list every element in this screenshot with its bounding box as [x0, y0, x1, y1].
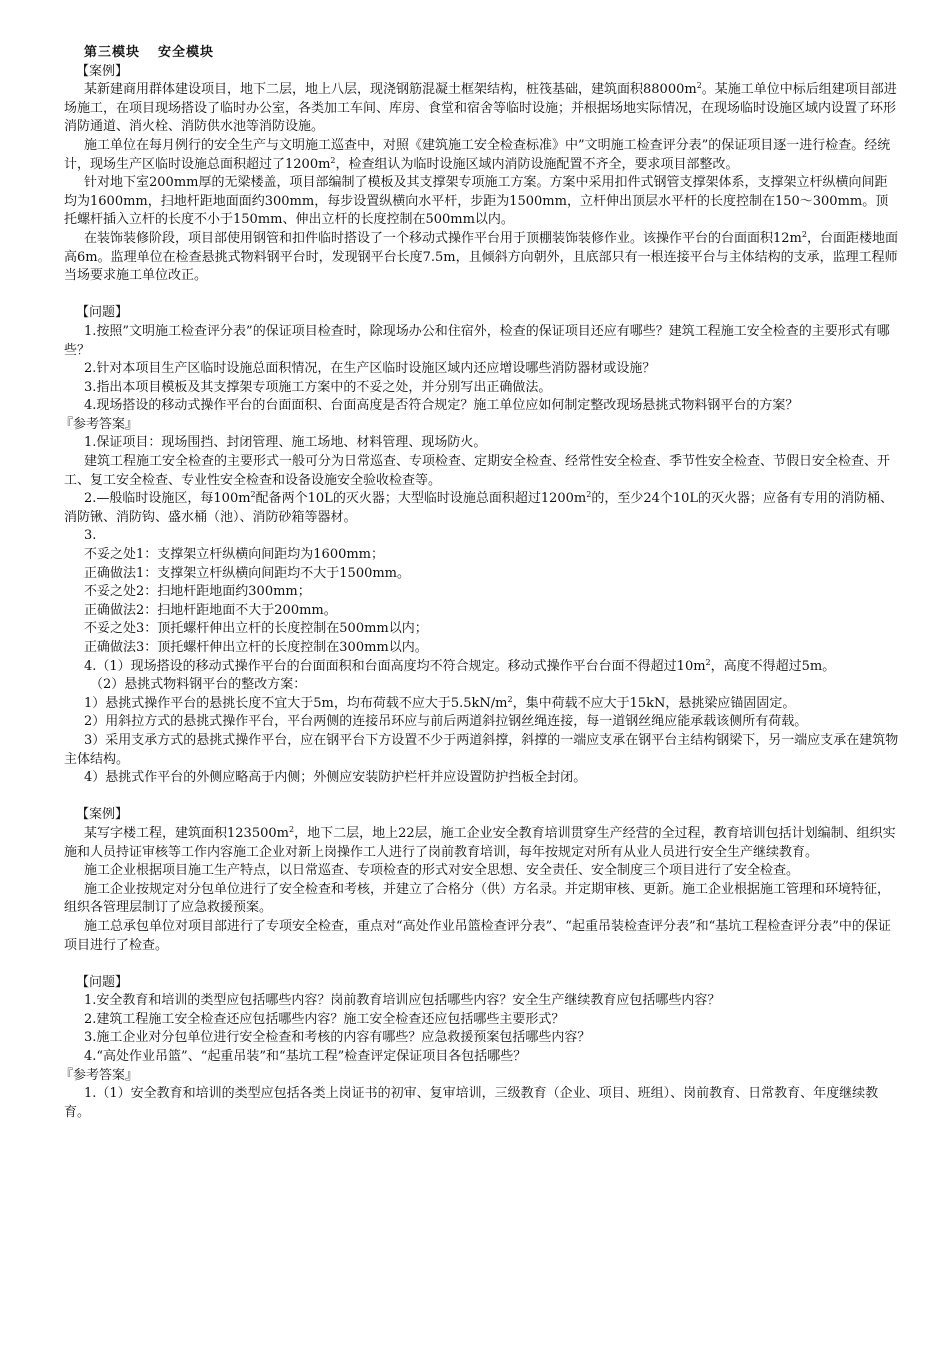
paragraph — [64, 81, 900, 137]
paragraph — [64, 862, 900, 881]
question-item: 2.建筑工程施工安全检查还应包括哪些内容？施工安全检查还应包括哪些主要形式？ — [84, 1011, 565, 1027]
answer-header-2: 『参考答案』 — [60, 1067, 139, 1083]
question-list-1 — [64, 323, 900, 416]
paragraph — [64, 620, 900, 639]
text-run: ，集中荷载不应大于15kN，悬挑梁应锚固固定。 — [512, 695, 796, 711]
superscript: 2 — [696, 81, 702, 91]
text-run: 的，至少24个10L的灭火器；应备有专用的消防桶、消防锹、消防钩、盛水桶（池）、消防砂箱等器材。 — [64, 491, 894, 525]
question-item: 1.安全教育和培训的类型应包括哪些内容？岗前教育培训应包括哪些内容？安全生产继续教育应包括哪些内容？ — [84, 993, 721, 1009]
paragraph — [64, 565, 900, 584]
text-run: ，检查组认为临时设施区域内消防设施配置不齐全，要求项目部整改。 — [335, 156, 739, 172]
question-header-2: 【问题】 — [76, 974, 129, 990]
text-run: 建筑工程施工安全检查的主要形式一般可分为日常巡查、专项检查、定期安全检查、经常性安全检查、季节性安全检查、节假日安全检查、开工、复工安全检查、专业性安全检查和设备设施安全验收检查等。 — [64, 454, 891, 488]
paragraph — [64, 1085, 900, 1122]
question-header-1: 【问题】 — [76, 305, 129, 321]
text-run: 施工总承包单位对项目部进行了专项安全检查，重点对“高处作业吊篮检查评分表”、“起重吊装检查评分表”和“基坑工程检查评分表”中的保证项目进行了检查。 — [64, 918, 891, 953]
paragraph — [64, 546, 900, 565]
answer-header-1: 『参考答案』 — [60, 416, 139, 432]
paragraph — [64, 713, 900, 732]
text-run: 1.（1）安全教育和培训的类型应包括各类上岗证书的初审、复审培训，三级教育（企业、项目、班组）、岗前教育、日常教育、年度继续教育。 — [64, 1086, 879, 1120]
superscript: 2 — [507, 694, 513, 704]
question-item: 4.现场搭设的移动式操作平台的台面面积、台面高度是否符合规定？施工单位应如何制定整改现场悬挑式物料钢平台的方案？ — [84, 398, 799, 414]
text-run: 在装饰装修阶段，项目部使用钢管和扣件临时搭设了一个移动式操作平台用于顶棚装饰装修作业。该操作平台的台面面积12m — [84, 230, 802, 246]
text-run: 不妥之处2：扫地杆距地面约300mm； — [84, 584, 311, 600]
text-run: 正确做法2：扫地杆距地面不大于200mm。 — [84, 602, 337, 618]
paragraph — [64, 137, 900, 174]
superscript: 2 — [705, 657, 711, 667]
paragraph — [64, 602, 900, 621]
question-list-2 — [64, 992, 900, 1066]
text-run: 某新建商用群体建设项目，地下二层，地上八层，现浇钢筋混凝土框架结构，桩筏基础，建筑面积88000m — [84, 82, 697, 98]
text-run: 正确做法3：顶托螺杆伸出立杆的长度控制在300mm以内。 — [84, 640, 428, 655]
case-body-1 — [64, 81, 900, 286]
text-run: 针对地下室200mm厚的无梁楼盖，项目部编制了模板及其支撑架专项施工方案。方案中采用扣件式钢管支撑架体系，支撑架立杆纵横向间距均为1600mm，扫地杆距地面面约300mm，每步设置纵横向水平杆，步距为1500mm，立杆伸出顶层水平杆的长度控制在150～300mm。顶托螺杆插入立杆的长度不小于150mm、伸出立杆的长度控制在500mm以内。 — [64, 175, 889, 228]
superscript: 2 — [586, 490, 592, 500]
text-run: 。某施工单位中标后组建项目部进场施工，在项目现场搭设了临时办公室，各类加工车间、库房、食堂和宿舍等临时设施；并根据场地实际情况，在现场临时设施区域内设置了环形消防通道、消火栓、消防供水池等消防设施。 — [64, 82, 897, 135]
paragraph — [64, 658, 900, 677]
paragraph — [64, 918, 900, 955]
superscript: 2 — [288, 824, 295, 834]
text-run: 施工单位在每月例行的安全生产与文明施工巡查中，对照《建筑施工安全检查标准》中”文明施工检查评分表”的保证项目逐一进行检查。经统计，现场生产区临时设施总面积超过了1200m — [64, 137, 891, 172]
case-header-1: 【案例】 — [76, 63, 129, 79]
answer-body-2 — [64, 1085, 900, 1122]
text-run: 正确做法1：支撑架立杆纵横向间距均不大于1500mm。 — [84, 565, 411, 581]
text-run: ，台面距楼地面高6m。监理单位在检查悬挑式物料钢平台时，发现钢平台长度7.5m，且倾斜方向朝外，且底部只有一根连接平台与主体结构的支承，监理工程师当场要求施工单位改正。 — [64, 230, 898, 284]
text-run: 2.—般临时设施区，每100m — [84, 491, 251, 507]
text-run: 不妥之处1：支撑架立杆纵横向间距均为1600mm； — [84, 547, 385, 563]
text-run: 3）采用支承方式的悬挑式操作平台，应在钢平台下方设置不少于两道斜撑，斜撑的一端应支承在钢平台主结构钢梁下，另一端应支承在建筑物主体结构。 — [64, 732, 899, 767]
text-run: 3. — [84, 528, 97, 544]
paragraph — [64, 174, 900, 230]
paragraph — [64, 490, 900, 527]
paragraph — [64, 453, 900, 490]
paragraph — [64, 881, 900, 918]
answer-body-1 — [64, 434, 900, 676]
paragraph — [64, 825, 900, 862]
text-run: ，高度不得超过5m。 — [710, 658, 836, 674]
text-run: 施工企业根据项目施工生产特点，以日常巡查、专项检查的形式对安全思想、安全责任、安全制度三个项目进行了安全检查。 — [84, 863, 800, 879]
paragraph — [64, 527, 900, 546]
text-run: 4）悬挑式作平台的外侧应略高于内侧；外侧应安装防护栏杆并应设置防护挡板全封闭。 — [84, 770, 587, 786]
text-run: 某写字楼工程，建筑面积123500m — [84, 825, 289, 841]
paragraph — [64, 583, 900, 602]
paragraph — [64, 230, 900, 286]
paragraph — [64, 695, 900, 714]
case-header-2: 【案例】 — [76, 807, 129, 823]
answer-items-1 — [64, 695, 900, 788]
question-item: 3.施工企业对分包单位进行安全检查和考核的内容有哪些？应急救援预案包括哪些内容？ — [84, 1030, 591, 1046]
text-run: 4.（1）现场搭设的移动式操作平台的台面面积和台面高度均不符合规定。移动式操作平台台面不得超过10m — [84, 658, 706, 674]
text-run: 1.保证项目：现场围挡、封闭管理、施工场地、材料管理、现场防火。 — [84, 435, 487, 451]
paragraph — [64, 769, 900, 788]
module-title-part-1: 第三模块 — [84, 45, 141, 60]
question-item: 2.针对本项目生产区临时设施总面积情况，在生产区临时设施区域内还应增设哪些消防器材或设施？ — [84, 361, 656, 377]
text-run: 不妥之处3：顶托螺杆伸出立杆的长度控制在500mm以内； — [84, 621, 428, 637]
text-run: 2）用斜拉方式的悬挑式操作平台，平台两侧的连接吊环应与前后两道斜拉钢丝绳连接，每一道钢丝绳应能承载该侧所有荷载。 — [84, 714, 808, 730]
question-item: 3.指出本项目模板及其支撑架专项施工方案中的不妥之处，并分别写出正确做法。 — [84, 379, 552, 395]
question-item: 4.“高处作业吊篮”、“起重吊装”和“基坑工程”检查评定保证项目各包括哪些？ — [84, 1049, 527, 1065]
superscript: 2 — [801, 229, 807, 239]
text-run: 1）悬挑式操作平台的悬挑长度不宜大于5m，均布荷载不应大于5.5kN/m — [84, 695, 508, 711]
text-run: 配备两个10L的灭火器；大型临时设施总面积超过1200m — [255, 491, 587, 507]
text-run: 施工企业按规定对分包单位进行了安全检查和考核，并建立了合格分（供）方名录。并定期审核、更新。施工企业根据施工管理和环境特征，组织各管理层制订了应急救援预案。 — [64, 881, 891, 916]
text-run: ，地下二层，地上22层，施工企业安全教育培训贯穿生产经营的全过程，教育培训包括计划编制、组织实施和人员持证审核等工作内容施工企业对新上岗操作工人进行了岗前教育培训，每年按规定对所有从业人员进行安全生产继续教育。 — [64, 825, 896, 860]
paragraph — [64, 732, 900, 769]
module-title — [64, 44, 900, 63]
module-title-part-2: 安全模块 — [158, 45, 215, 60]
case-body-2 — [64, 825, 900, 955]
question-item: 1.按照”文明施工检查评分表”的保证项目检查时，除现场办公和住宿外，检查的保证项目还应有哪些？建筑工程施工安全检查的主要形式有哪些？ — [64, 323, 890, 358]
paragraph — [64, 639, 900, 658]
superscript: 2 — [330, 155, 336, 165]
superscript: 2 — [250, 490, 256, 500]
answer-subheading: （2）悬挑式物料钢平台的整改方案： — [90, 677, 307, 693]
paragraph — [64, 434, 900, 453]
